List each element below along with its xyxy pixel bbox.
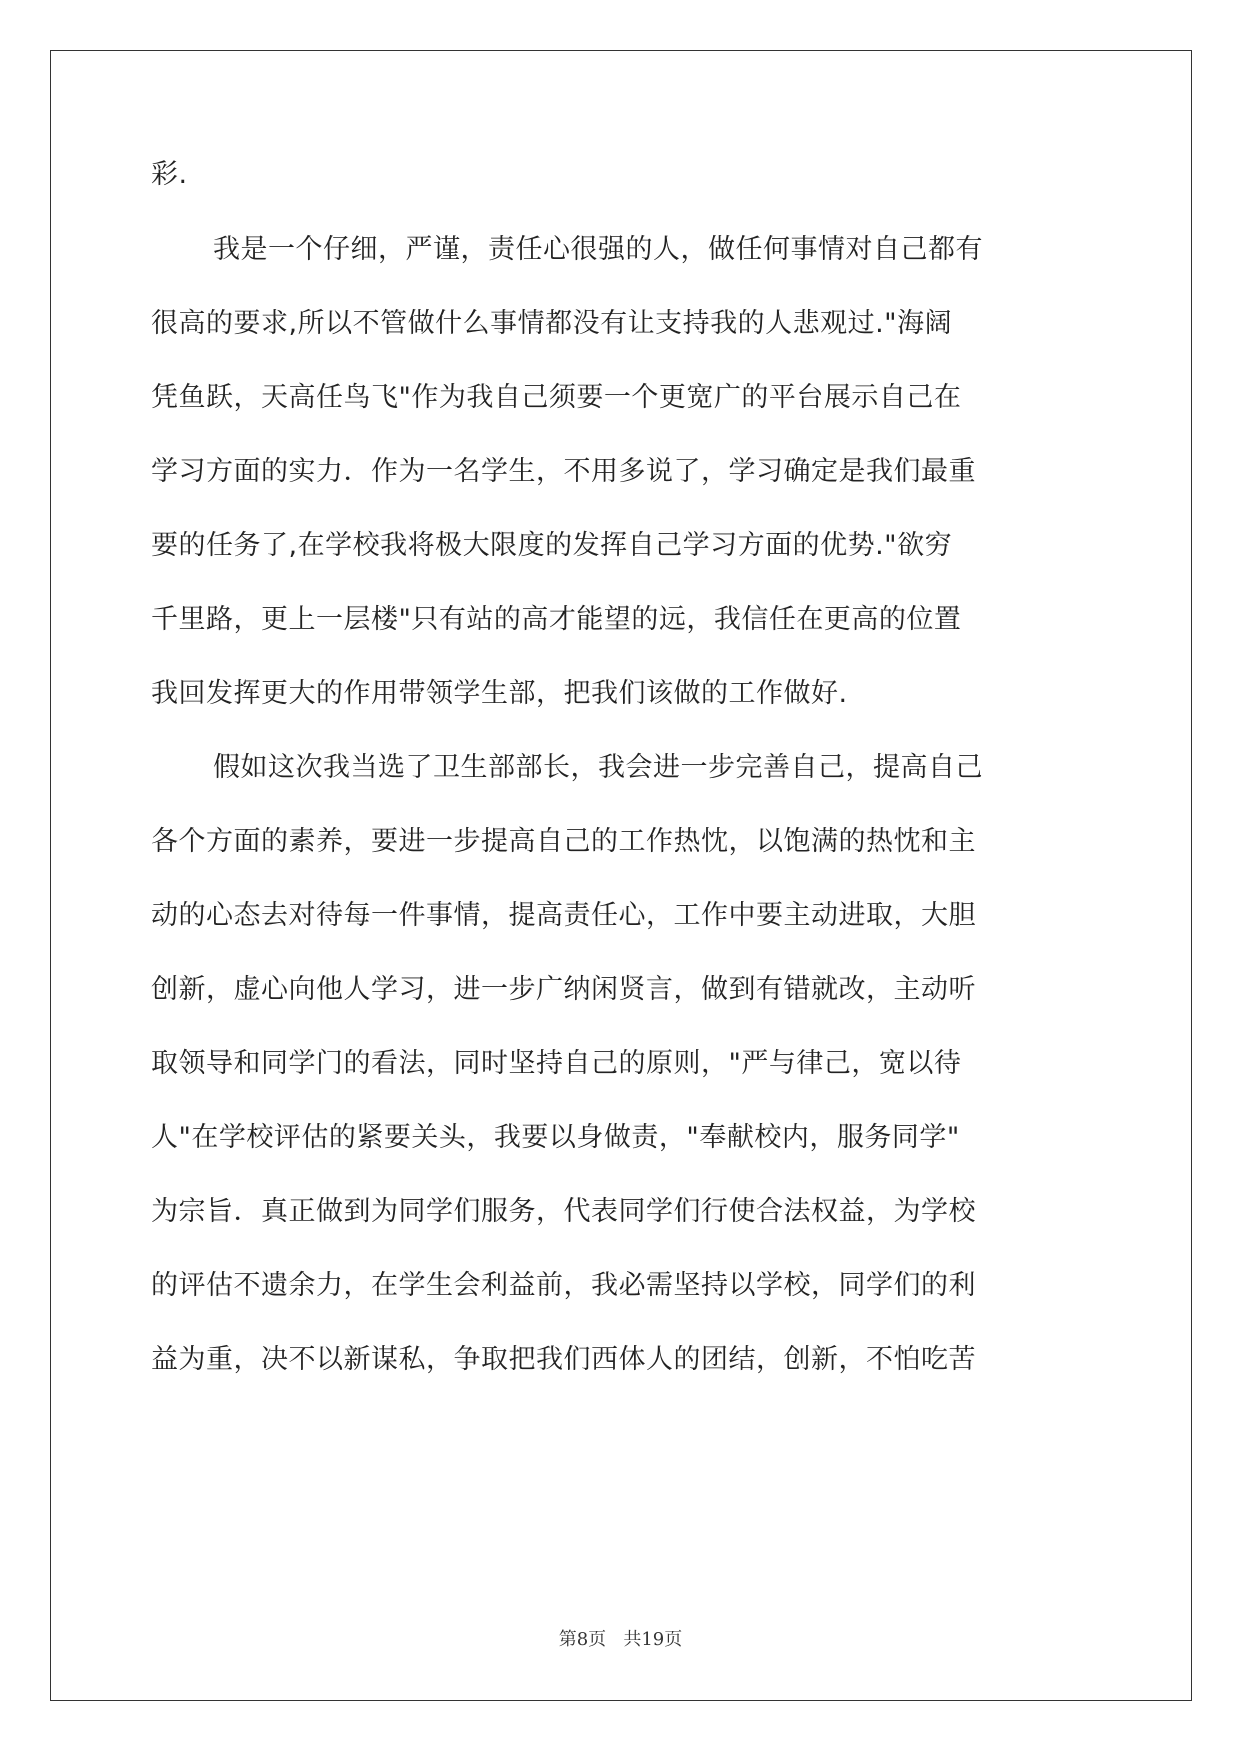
text-line: 的评估不遗余力，在学生会利益前，我必需坚持以学校，同学们的利 [151,1270,976,1301]
text-line: 动的心态去对待每一件事情，提高责任心，工作中要主动进取，大胆 [151,900,976,931]
text-line: 要的任务了,在学校我将极大限度的发挥自己学习方面的优势."欲穷 [151,530,953,561]
paragraph-start-line: 假如这次我当选了卫生部部长，我会进一步完善自己，提高自己 [213,752,983,783]
text-line: 彩. [151,159,188,190]
page-border [50,50,1192,1701]
text-line: 益为重，决不以新谋私，争取把我们西体人的团结，创新，不怕吃苦 [151,1344,976,1375]
text-line: 为宗旨．真正做到为同学们服务，代表同学们行使合法权益，为学校 [151,1196,976,1227]
text-line: 我回发挥更大的作用带领学生部，把我们该做的工作做好. [151,678,848,709]
text-line: 人"在学校评估的紧要关头，我要以身做责，"奉献校内，服务同学" [151,1122,960,1153]
text-line: 很高的要求,所以不管做什么事情都没有让支持我的人悲观过."海阔 [151,308,953,339]
paragraph-start-line: 我是一个仔细，严谨，责任心很强的人，做任何事情对自己都有 [213,234,983,265]
text-line: 各个方面的素养，要进一步提高自己的工作热忱，以饱满的热忱和主 [151,826,976,857]
text-line: 创新，虚心向他人学习，进一步广纳闲贤言，做到有错就改，主动听 [151,974,976,1005]
page-number-footer: 第8页 共19页 [558,1629,683,1650]
text-line: 学习方面的实力．作为一名学生，不用多说了，学习确定是我们最重 [151,456,976,487]
text-line: 千里路，更上一层楼"只有站的高才能望的远，我信任在更高的位置 [151,604,962,635]
text-line: 取领导和同学门的看法，同时坚持自己的原则，"严与律己，宽以待 [151,1048,962,1079]
text-line: 凭鱼跃，天高任鸟飞"作为我自己须要一个更宽广的平台展示自己在 [151,382,962,413]
